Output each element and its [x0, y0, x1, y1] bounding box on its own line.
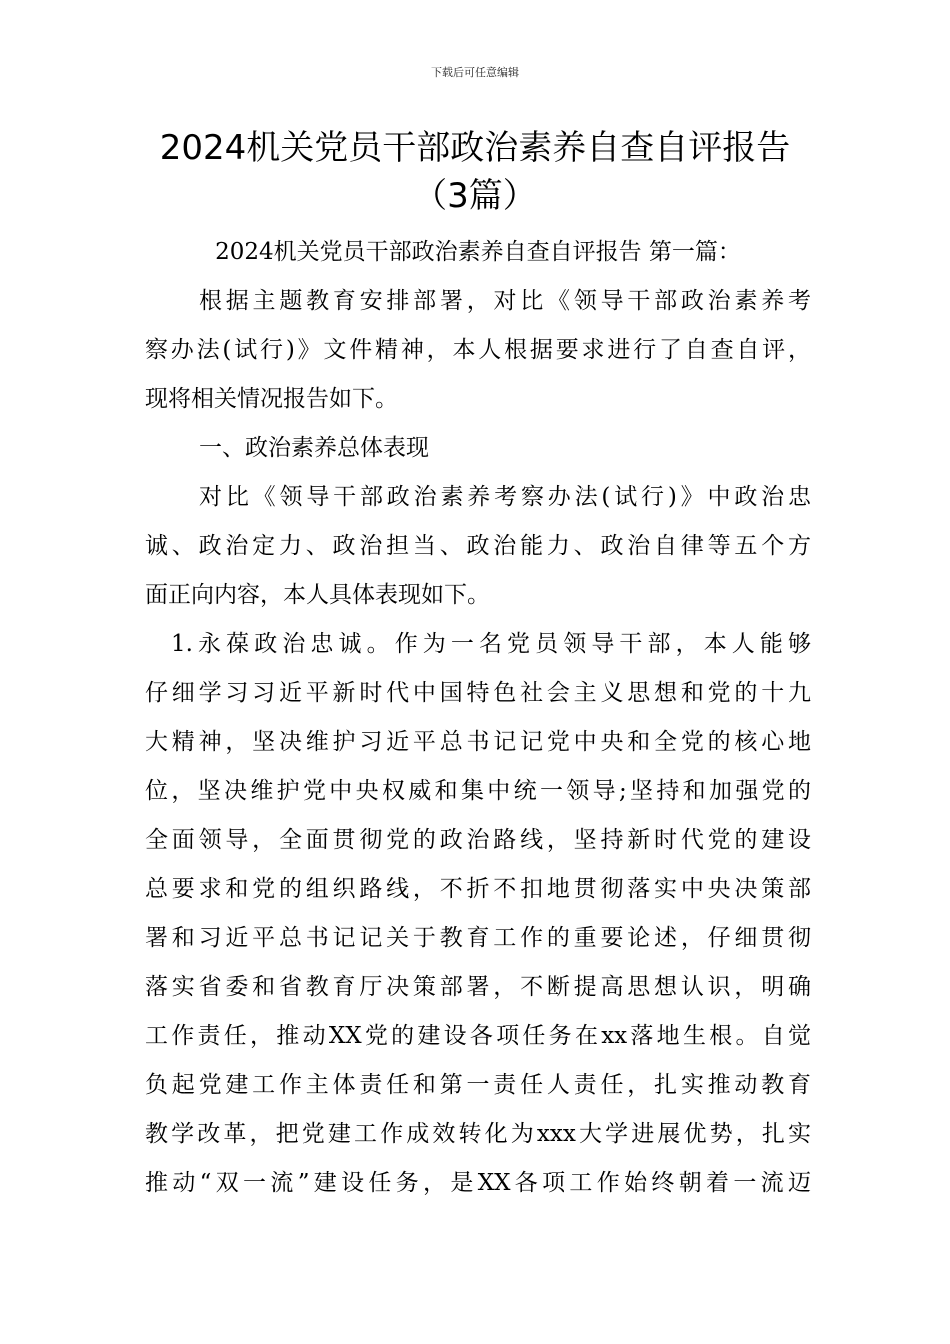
paragraph-line: 大精神，坚决维护习近平总书记记党中央和全党的核心地 — [145, 729, 811, 755]
paragraph-line: 诚、政治定力、政治担当、政治能力、政治自律等五个方 — [145, 533, 811, 559]
subsection-heading: 一、政治素养总体表现 — [199, 435, 429, 461]
paragraph-line: 全面领导，全面贯彻党的政治路线，坚持新时代党的建设 — [145, 827, 811, 853]
paragraph-line: 对比《领导干部政治素养考察办法(试行)》中政治忠 — [199, 484, 811, 510]
paragraph-line: 根据主题教育安排部署，对比《领导干部政治素养考 — [199, 288, 811, 314]
paragraph-line: 工作责任，推动XX党的建设各项任务在xx落地生根。自觉 — [145, 1023, 811, 1049]
document-title — [100, 124, 850, 220]
document-body — [145, 228, 811, 1208]
paragraph-line: 面正向内容，本人具体表现如下。 — [145, 582, 490, 608]
paragraph-line: 位，坚决维护党中央权威和集中统一领导;坚持和加强党的 — [145, 778, 811, 804]
paragraph-line: 仔细学习习近平新时代中国特色社会主义思想和党的十九 — [145, 680, 811, 706]
document-title-line-1: 2024机关党员干部政治素养自查自评报告 — [159, 128, 791, 168]
paragraph-line: 察办法(试行)》文件精神，本人根据要求进行了自查自评， — [145, 337, 811, 363]
paragraph-line: 落实省委和省教育厅决策部署，不断提高思想认识，明确 — [145, 974, 811, 1000]
paragraph-line: 1.永葆政治忠诚。作为一名党员领导干部，本人能够 — [171, 631, 811, 657]
page-header-note: 下载后可任意编辑 — [431, 66, 519, 79]
paragraph-line: 教学改革，把党建工作成效转化为xxx大学进展优势，扎实 — [145, 1121, 811, 1147]
paragraph-line: 推动“双一流”建设任务，是XX各项工作始终朝着一流迈 — [145, 1170, 811, 1196]
document-title-line-2: （3篇） — [413, 176, 537, 216]
paragraph-line: 署和习近平总书记记关于教育工作的重要论述，仔细贯彻 — [145, 925, 811, 951]
paragraph-line: 总要求和党的组织路线，不折不扣地贯彻落实中央决策部 — [145, 876, 811, 902]
section-heading: 2024机关党员干部政治素养自查自评报告 第一篇： — [215, 239, 741, 265]
paragraph-line: 负起党建工作主体责任和第一责任人责任，扎实推动教育 — [145, 1072, 811, 1098]
paragraph-line: 现将相关情况报告如下。 — [145, 386, 398, 412]
